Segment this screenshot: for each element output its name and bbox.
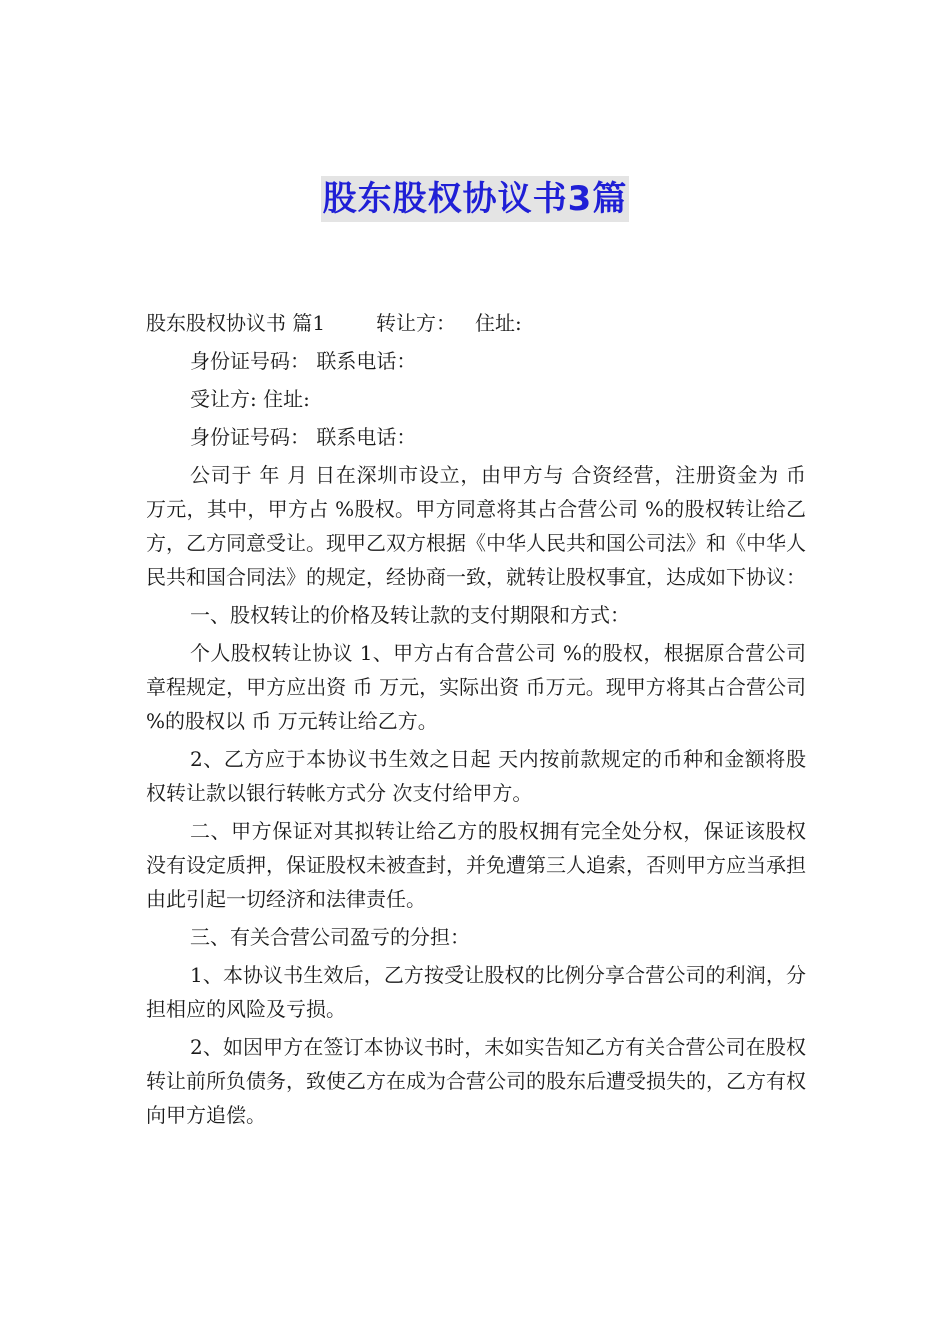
transferee-line: 受让方: 住址: <box>190 387 310 411</box>
section-1-heading: 一、股权转让的价格及转让款的支付期限和方式： <box>190 603 630 627</box>
document-body <box>146 306 806 1136</box>
page-title-container <box>0 176 950 222</box>
section-heading: 股东股权协议书 篇1 <box>146 311 326 335</box>
id-contact-line-1: 身份证号码： 联系电话： <box>190 349 417 373</box>
section-2-paragraph: 二、甲方保证对其拟转让给乙方的股权拥有完全处分权，保证该股权没有设定质押，保证股权未被查封，并免遭第三人追索，否则甲方应当承担由此引起一切经济和法律责任。 <box>146 819 806 911</box>
clause-3-2: 2、如因甲方在签订本协议书时，未如实告知乙方有关合营公司在股权转让前所负债务，致使乙方在成为合营公司的股东后遭受损失的，乙方有权向甲方追偿。 <box>146 1035 806 1127</box>
clause-1-1: 个人股权转让协议 1、甲方占有合营公司 %的股权，根据原合营公司章程规定，甲方应出资 币 万元，实际出资 币万元。现甲方将其占合营公司 %的股权以 币 万元转让给乙方。 <box>146 641 806 733</box>
intro-paragraph: 公司于 年 月 日在深圳市设立，由甲方与 合资经营，注册资金为 币 万元，其中，甲方占 %股权。甲方同意将其占合营公司 %的股权转让给乙方，乙方同意受让。现甲乙双方根据《中华人民共和国公司法》和《中华人民共和国合同法》的规定，经协商一致，就转让股权事宜，达成如下协议： <box>146 463 806 589</box>
id-contact-line-2: 身份证号码： 联系电话： <box>190 425 417 449</box>
clause-3-1: 1、本协议书生效后，乙方按受让股权的比例分享合营公司的利润，分担相应的风险及亏损。 <box>146 963 806 1021</box>
section-3-heading: 三、有关合营公司盈亏的分担： <box>190 925 470 949</box>
header-line <box>146 306 806 340</box>
clause-1-2: 2、乙方应于本协议书生效之日起 天内按前款规定的币种和金额将股权转让款以银行转帐方式分 次支付给甲方。 <box>146 747 806 805</box>
transferor-label: 转让方： <box>375 311 456 335</box>
address-label: 住址: <box>475 311 522 335</box>
page-title: 股东股权协议书3篇 <box>321 176 630 222</box>
